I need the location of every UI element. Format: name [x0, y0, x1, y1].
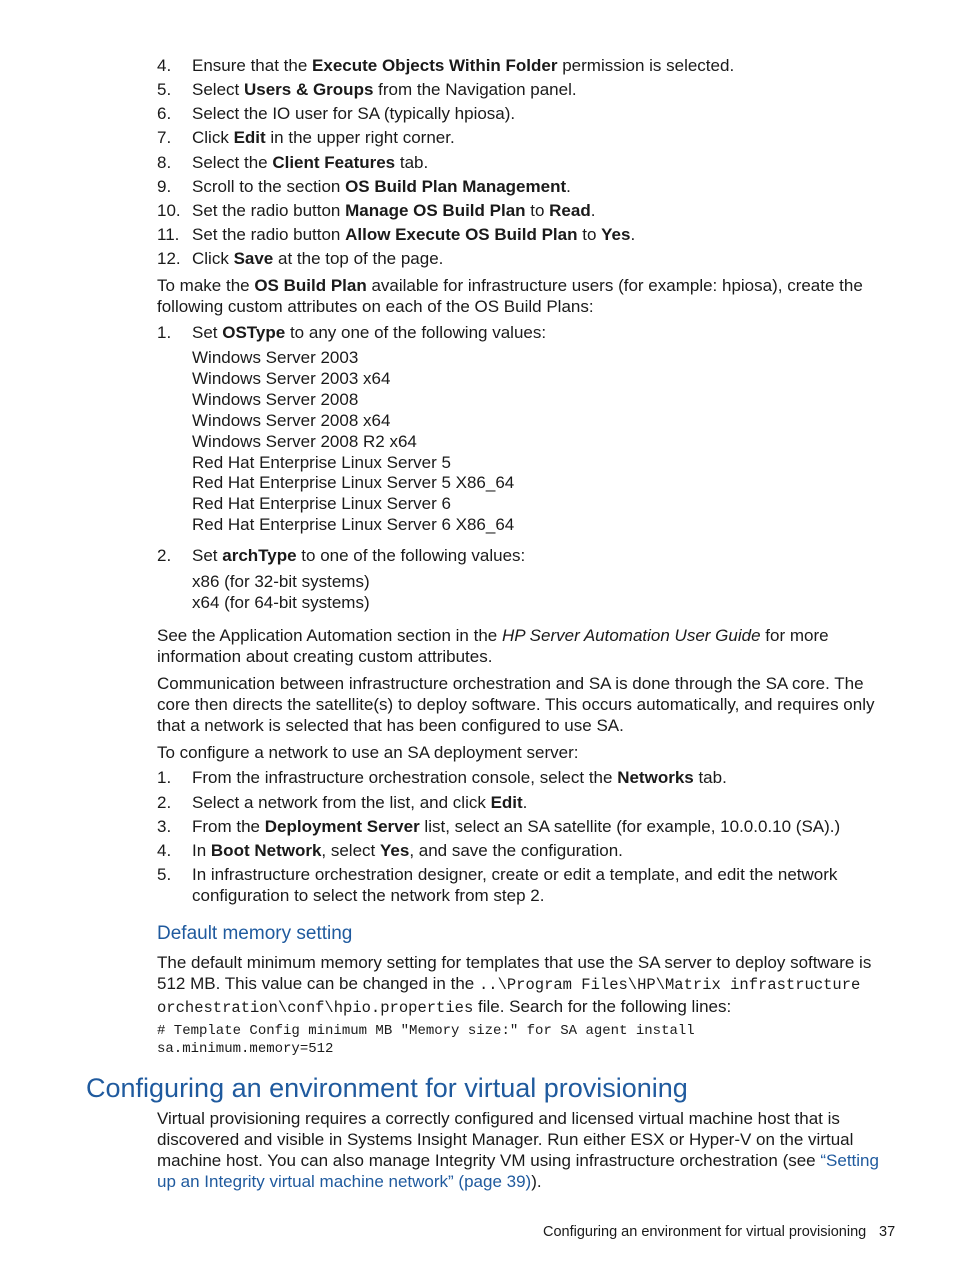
ostype-value: Windows Server 2008 x64: [192, 410, 391, 430]
code-line: sa.minimum.memory=512: [157, 1041, 334, 1057]
page-number: 37: [879, 1224, 896, 1240]
ostype-value: Windows Server 2008 R2 x64: [192, 431, 417, 451]
document-page: 4. Ensure that the Execute Objects Within Folder permission is selected. 5. Select Users & Groups from the Navigation panel. 6. Select the IO user for SA (typically hpiosa). 7. Click Edit in the upper right corner. 8. Select the Client Features tab. 9. Scroll to the section OS Build Plan Management. 10. Set the radio button Manage OS Build Plan to Read. 11. Set the radio button Allow Execute OS Build Plan to Yes. 12. Click Save at the top of the page. To make the OS Build Plan available for infrastructure users (for example: hpiosa), create the following custom attributes on each of the OS Build Plans: 1. Set OSType to any one of the following values: Windows Server 2003 Windows Server 2003 x64 Windows Server 2008 Windows Server 2008 x64 Windows Server 2008 R2 x64 Red Hat Enterprise Linux Server 5 Red Hat Enterprise Linux Server 5 X86_64 Red Hat Enterprise Linux Server 6 Red Hat Enterprise Linux Server 6 X86_64 2. Set archType to one of the following values: x86 (for 32-bit systems) x64 (for 64-bit systems) See the Application Automation section in the HP Server Automation User Guide for more information about creating custom attributes. Communication between infrastructure orchestration and SA is done through the SA core. The core then directs the satellite(s) to deploy software. This occurs automatically, and requires only that a network is selected that has been configured to use SA. To configure a network to use an SA deployment server: 1. From the infrastructure orchestration console, select the Networks tab. 2. Select a network from the list, and click Edit. 3. From the Deployment Server list, select an SA satellite (for example, 10.0.0.10 (SA).) 4. In Boot Network, select Yes, and save the configuration. 5. In infrastructure orchestration designer, create or edit a template, and edit the network configuration to select the network from step 2. Default memory setting The default minimum memory setting for templates that use the SA server to deploy software is 512 MB. This value can be changed in the ..\Program Files\HP\Matrix infrastructure orchestration\conf\hpio.properties file. Search for the following lines: # Template Config minimum MB "Memory size:" for SA agent install sa.minimum.memory=512 Configuring an environment for virtual provisioning Virtual provisioning requires a correctly configured and licensed virtual machine host that is discovered and visible in Systems Insight Manager. Run either ESX or Hyper-V on the virtual machine host. You can also manage Integrity VM using infrastructure orchestration (see “Setting up an Integrity virtual machine network” (page 39)). Configuring an environment for virtual provisioning 37: [0, 0, 954, 1271]
see-paragraph: See the Application Automation section in the HP Server Automation User Guide for more information about creating custom attributes.: [157, 626, 829, 666]
ostype-value: Windows Server 2003: [192, 348, 359, 367]
memory-paragraph: The default minimum memory setting for templates that use the SA server to deploy software is 512 MB. This value can be changed in the ..\Program Files\HP\Matrix infrastructure orchestration\conf\hpio.properties file. Search for the following lines:: [157, 953, 872, 1017]
configure-intro: To configure a network to use an SA deployment server:: [157, 743, 579, 762]
section-heading: Configuring an environment for virtual provisioning: [86, 1073, 688, 1103]
footer-title: Configuring an environment for virtual provisioning: [543, 1224, 867, 1240]
ostype-value: Windows Server 2008: [192, 389, 359, 409]
ostype-value: Red Hat Enterprise Linux Server 5 X86_64: [192, 473, 515, 493]
archtype-values: [192, 572, 370, 614]
section-subheading: Default memory setting: [157, 923, 353, 944]
ostype-value: Red Hat Enterprise Linux Server 6 X86_64: [192, 515, 515, 535]
ostype-values: [192, 348, 514, 536]
ostype-value: Windows Server 2003 x64: [192, 368, 391, 388]
code-block: [157, 1022, 695, 1058]
virtual-provisioning-paragraph: Virtual provisioning requires a correctly configured and licensed virtual machine host that is discovered and visible in Systems Insight Manager. Run either ESX or Hyper-V on the virtual machine host. You can also manage Integrity VM using infrastructure orchestration (see “Setting up an Integrity virtual machine network” (page 39)).: [157, 1109, 879, 1191]
communication-paragraph: Communication between infrastructure orchestration and SA is done through the SA core. The core then directs the satellite(s) to deploy software. This occurs automatically, and requires only that a network is selected that has been configured to use SA.: [157, 674, 875, 735]
cross-reference-link[interactable]: “Setting up an Integrity virtual machine network” (page 39): [157, 1151, 879, 1191]
intro-paragraph: To make the OS Build Plan available for infrastructure users (for example: hpiosa), create the following custom attributes on each of the OS Build Plans:: [157, 276, 863, 316]
archtype-value: x64 (for 64-bit systems): [192, 592, 370, 612]
ostype-value: Red Hat Enterprise Linux Server 5: [192, 452, 451, 472]
code-line: # Template Config minimum MB "Memory size:" for SA agent install: [157, 1023, 695, 1039]
ostype-value: Red Hat Enterprise Linux Server 6: [192, 494, 451, 514]
archtype-value: x86 (for 32-bit systems): [192, 572, 370, 591]
